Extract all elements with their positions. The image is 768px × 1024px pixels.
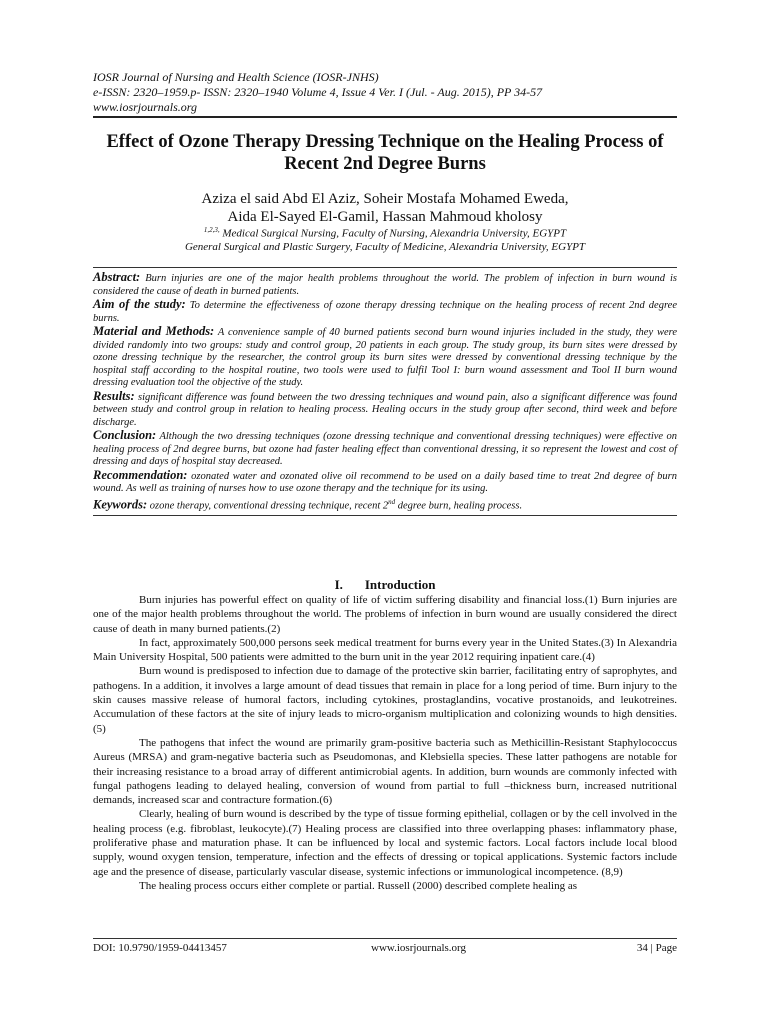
aim-label: Aim of the study: — [93, 297, 186, 311]
journal-issn: e-ISSN: 2320–1959.p- ISSN: 2320–1940 Volume 4, Issue 4 Ver. I (Jul. - Aug. 2015), PP 34-57 — [93, 85, 543, 99]
recommendation-label: Recommendation: — [93, 467, 188, 482]
body-paragraph: The pathogens that infect the wound are primarily gram-positive bacteria such as Methicillin-Resistant Staphylococcus Aureus (MRSA) and gram-negative bacteria such as Pseudomonas, and Klebsiella species. These latter pathogens are notable for their increasing resistance to a broad array of different antimicrobial agents. In addition, burn wounds are commonly infected with fungal pathogens leading to delayed healing, conversion of wound from partial to full –thickness burn, increased nutritional demands, increased scar and contracture formation.(6) — [93, 736, 677, 807]
footer-doi: DOI: 10.9790/1959-04413457 — [93, 942, 227, 954]
recommendation-paragraph — [93, 469, 677, 496]
section-heading — [93, 577, 677, 593]
body-paragraph: The healing process occurs either complete or partial. Russell (2000) described complete healing as — [139, 879, 578, 892]
conclusion-text: Although the two dressing techniques (ozone dressing technique and conventional dressing techniques) were effective on healing process of 2nd degree burns, but ozone had faster healing effect than conventional dressing, it so represent the lowest and cost of dressing and days of hospital stay decreased. — [93, 431, 677, 467]
recommendation-text: ozonated water and ozonated olive oil recommend to be used on a daily based time to treat 2nd degree of burn wound. As well as training of nurses how to use ozone therapy and the technique for its using. — [93, 470, 677, 494]
abstract-paragraph — [93, 271, 677, 298]
authors-line-2: Aida El-Sayed El-Gamil, Hassan Mahmoud kholosy — [227, 209, 543, 225]
conclusion-label: Conclusion: — [93, 428, 157, 442]
results-paragraph — [93, 390, 677, 430]
abstract-label: Abstract: — [93, 270, 141, 284]
keywords-label: Keywords: — [93, 497, 148, 511]
abstract-block — [93, 267, 677, 516]
journal-header — [93, 70, 693, 115]
affiliation-superscript: 1,2,3, — [203, 226, 220, 234]
authors-line-1: Aziza el said Abd El Aziz, Soheir Mostafa Mohamed Eweda, — [201, 191, 569, 207]
body-paragraph: Burn injuries has powerful effect on quality of life of victim suffering disability and financial loss.(1) Burn injuries are one of the major health problems throughout the world. The problems of infection in burn wound are usually considered the direct cause of death in many burned patients.(2) — [93, 594, 677, 635]
body-paragraph: Burn wound is predisposed to infection due to damage of the protective skin barrier, facilitating entry of saprophytes, and pathogens. In a addition, it involves a large amount of dead tissues that remain in place for a long period of time. Burn injury to the skin causes massive release of humoral factors, including cytokines, prostaglandins, vocative prostanoids, and leukotreines. Accumulation of these factors at the site of injury leads to micro-organism multiplication and colonizing wounds to high densities.(5) — [93, 665, 677, 735]
results-text: significant difference was found between the two dressing techniques and wound pain, also a significant difference was found between study and control group in relation to healing process. Healing occurs in the study group after second, third week and before discharge. — [93, 391, 677, 428]
journal-name: IOSR Journal of Nursing and Health Science (IOSR-JNHS) — [93, 70, 379, 84]
footer-site[interactable]: www.iosrjournals.org — [371, 942, 467, 954]
journal-site[interactable]: www.iosrjournals.org — [93, 100, 198, 114]
methods-paragraph — [93, 325, 677, 390]
paper-title: Effect of Ozone Therapy Dressing Technique on the Healing Process of Recent 2nd Degree Burns — [106, 132, 664, 174]
aim-paragraph — [93, 298, 677, 325]
affiliation-2: General Surgical and Plastic Surgery, Faculty of Medicine, Alexandria University, EGYPT — [184, 240, 586, 253]
conclusion-paragraph — [93, 429, 677, 469]
affiliations — [93, 224, 677, 254]
methods-text: A convenience sample of 40 burned patients second burn wound injuries included in the study, they were divided randomly into two groups: study and control group, 20 patients in each group. The study group, its burn sites were dressed by ozone dressing technique by the researcher, the control group its burn sites were dressed by conventional dressing technique by the hospital staff according to the hospital routine, two tools were used to fulfil Tool I: burn wound assessment and Tool II burn wound dressing evaluation tool the objective of the study. — [93, 327, 677, 388]
keywords-superscript: nd — [388, 497, 396, 506]
footer-rule — [93, 938, 677, 939]
introduction-body — [93, 593, 677, 893]
section-number: I. — [334, 577, 343, 592]
keywords-text-b: degree burn, healing process. — [395, 500, 523, 511]
author-list — [93, 190, 677, 226]
results-label: Results: — [93, 388, 135, 403]
affiliation-1-text: Medical Surgical Nursing, Faculty of Nursing, Alexandria University, EGYPT — [219, 227, 567, 240]
footer-page-number: 34 | Page — [636, 942, 677, 954]
body-paragraph: In fact, approximately 500,000 persons seek medical treatment for burns every year in the United States.(3) In Alexandria Main University Hospital, 500 patients were admitted to the burn unit in the year 2012 requiring inpatient care.(4) — [93, 636, 677, 664]
section-title: Introduction — [364, 577, 436, 592]
abstract-text: Burn injuries are one of the major health problems throughout the world. The problem of infection in burn wound is considered the cause of death in burned patients. — [93, 273, 677, 297]
keywords-paragraph — [93, 496, 677, 513]
keywords-text-a: ozone therapy, conventional dressing technique, recent 2 — [147, 500, 389, 511]
body-paragraph: Clearly, healing of burn wound is described by the type of tissue forming epithelial, collagen or by the cell involved in the healing process (e.g. fibroblast, leukocyte).(7) Healing process are classified into three overlapping phases: inflammatory phase, proliferative phase and maturation phase. It can be influenced by local and systemic factors. Local factors include local blood supply, wound oxygen tension, temperature, infection and the effects of dressing or topical applications. Systemic factors include age and the presence of disease, particularly vascular disease, systemic infections or immunological incompetence. (8,9) — [93, 808, 677, 878]
affiliation-1 — [93, 224, 677, 241]
methods-label: Material and Methods: — [93, 324, 215, 338]
aim-text: To determine the effectiveness of ozone therapy dressing technique on the healing process of recent 2nd degree burns. — [93, 300, 677, 324]
header-rule — [93, 116, 677, 118]
